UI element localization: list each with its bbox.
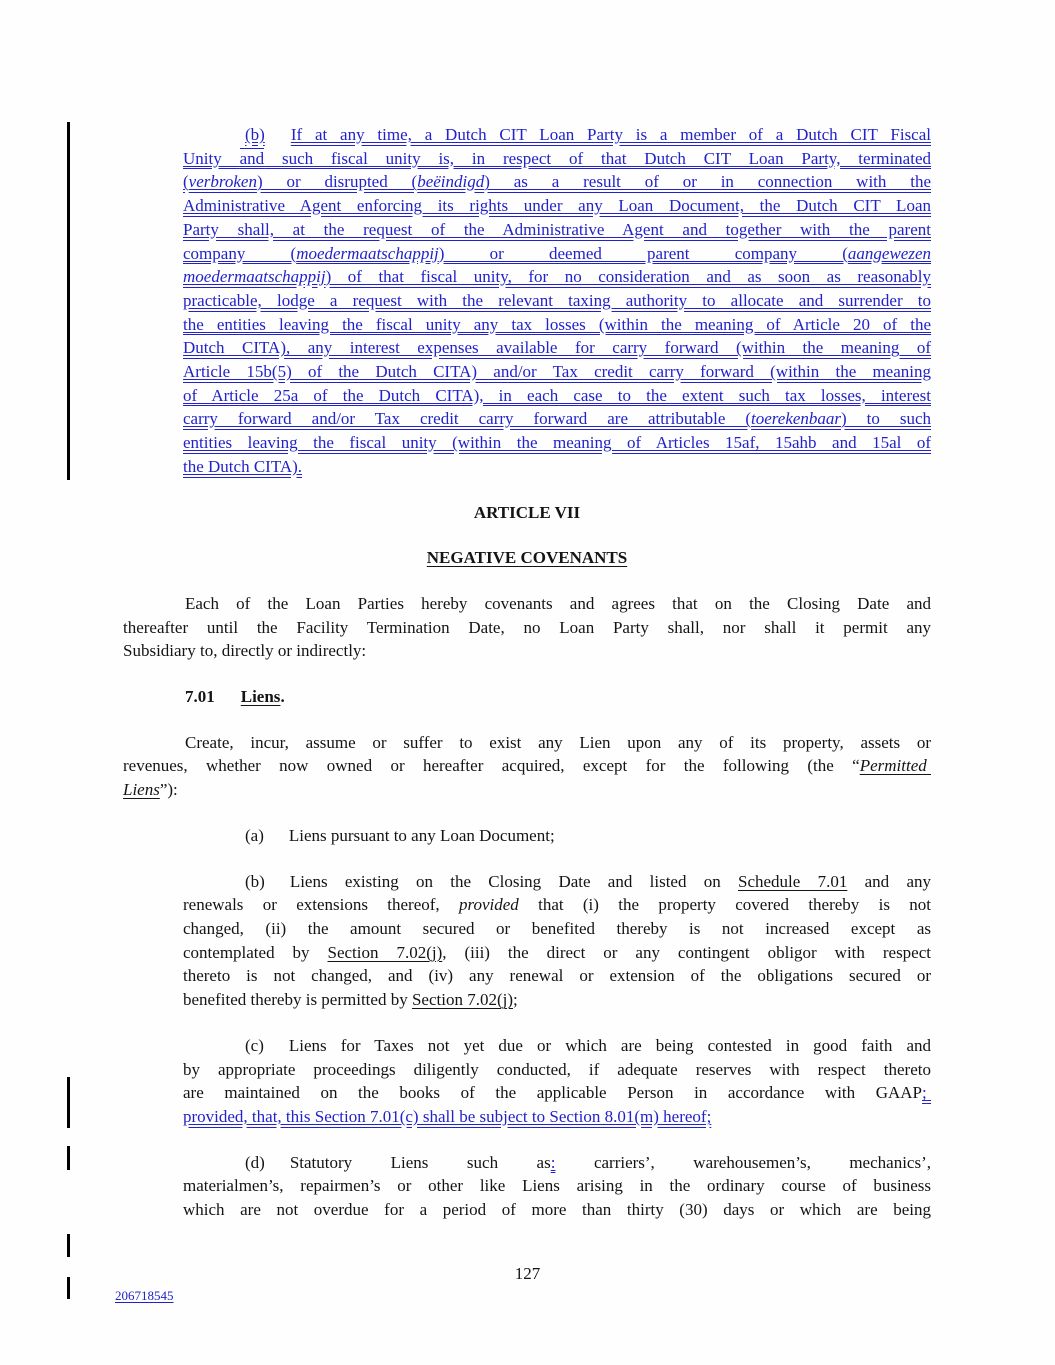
text-segment: (c)	[245, 1035, 264, 1055]
document-body	[123, 123, 931, 1244]
text-segment: practicable, lodge a request with the relevant taxing authority to allocate and surrender to	[183, 290, 931, 310]
text-segment: provided	[458, 895, 519, 915]
tab-spacer	[265, 1167, 290, 1168]
text-segment: contemplated by	[183, 942, 328, 962]
text-segment: moedermaatschappij	[296, 243, 439, 263]
text-line	[183, 265, 931, 289]
text-line	[123, 501, 931, 525]
text-line	[123, 546, 931, 570]
text-segment: provided, that, this Section 7.01(c) shall be subject to Section 8.01(m) hereof;	[183, 1106, 712, 1126]
tab-spacer	[183, 886, 245, 887]
text-segment: materialmen’s, repairmen’s or other like Liens arising in the ordinary course of business	[183, 1176, 931, 1196]
tab-spacer	[265, 886, 290, 887]
text-line	[183, 170, 931, 194]
text-segment: by appropriate proceedings diligently conducted, if adequate reserves with respect thereto	[183, 1059, 931, 1079]
text-segment: ARTICLE VII	[473, 502, 581, 522]
document-id-stamp: 206718545	[115, 1288, 174, 1303]
text-segment: that (i) the property covered thereby is not	[518, 895, 931, 915]
text-segment: ) to such	[841, 409, 932, 429]
change-bar	[67, 1277, 70, 1299]
text-line	[183, 147, 931, 171]
text-line	[183, 941, 931, 965]
text-segment: Unity	[183, 148, 240, 168]
text-segment: Liens pursuant to any Loan Document;	[288, 825, 555, 845]
text-line	[123, 592, 931, 616]
text-segment: toerekenbaar	[751, 409, 842, 429]
text-segment: Liens existing on the Closing Date and listed on	[289, 871, 739, 891]
tab-spacer	[123, 608, 185, 609]
text-segment: ) as a result of or in connection with the	[484, 172, 931, 192]
article-subheading	[123, 546, 931, 570]
text-line	[123, 639, 931, 663]
clause-d	[183, 1151, 931, 1222]
text-segment: If at any time, a Dutch CIT Loan Party is a member of a Dutch CIT Fiscal	[290, 125, 931, 144]
text-segment: ;	[513, 990, 518, 1010]
text-line	[123, 731, 931, 755]
text-line	[183, 313, 931, 337]
tab-spacer	[215, 701, 241, 702]
text-segment: verbroken	[188, 172, 257, 192]
text-line	[123, 778, 931, 802]
text-segment: Section 7.02(j)	[327, 942, 443, 962]
text-segment: ) or deemed parent company (	[438, 243, 848, 263]
text-segment: Administrative Agent enforcing its rights under any Loan Document, the Dutch CIT Loan	[183, 196, 931, 216]
text-segment: (b)	[245, 871, 265, 891]
tab-spacer	[123, 747, 185, 748]
text-segment: Section 7.02(j)	[411, 990, 513, 1010]
text-line	[183, 194, 931, 218]
tab-spacer	[123, 701, 185, 702]
text-segment: Party shall, at the request of the Administrative Agent and together with the parent	[183, 219, 931, 239]
text-segment: Statutory Liens such as	[289, 1152, 551, 1172]
text-segment: Subsidiary to, directly or indirectly:	[123, 641, 367, 661]
text-segment: thereto is not changed, and (iv) any renewal or extension of the obligations secured or	[183, 966, 931, 986]
text-segment: ;	[922, 1083, 927, 1103]
text-line	[183, 1034, 931, 1058]
text-segment: benefited thereby is permitted by	[183, 990, 412, 1010]
liens-lead-in-paragraph	[123, 731, 931, 802]
text-segment: Liens	[240, 687, 281, 707]
text-line	[183, 1081, 931, 1105]
text-segment: carriers’, warehousemen’s, mechanics’,	[555, 1152, 931, 1172]
text-segment: Schedule 7.01	[738, 871, 848, 891]
text-line	[123, 685, 931, 709]
text-segment: renewals or extensions thereof,	[183, 895, 459, 915]
text-segment: (d)	[245, 1152, 265, 1172]
text-segment: ) or disrupted (	[256, 172, 418, 192]
clause-b	[183, 870, 931, 1012]
text-segment: NEGATIVE COVENANTS	[426, 548, 628, 568]
text-segment: (b)	[245, 125, 265, 144]
clause-c	[183, 1034, 931, 1129]
text-segment: revenues, whether now owned or hereafter acquired, except for the following (the “	[123, 756, 860, 776]
change-bar	[67, 1146, 70, 1170]
text-line	[183, 431, 931, 455]
covenant-lead-in-paragraph	[123, 592, 931, 663]
page-number: 127	[514, 1264, 541, 1283]
text-segment: changed, (ii) the amount secured or benefited thereby is not increased except as	[183, 918, 931, 938]
inserted-clause-b-dutch-cit	[183, 123, 931, 479]
text-segment: Dutch CITA), any interest expenses available for carry forward (within the meaning of	[183, 338, 931, 358]
text-line	[183, 407, 931, 431]
text-segment: the entities leaving the fiscal unity any tax losses (within the meaning of Article 20 of the	[183, 314, 931, 334]
text-line	[183, 1174, 931, 1198]
text-line	[183, 1198, 931, 1222]
text-line	[183, 870, 931, 894]
text-segment: ) of that fiscal unity, for no consideration and as soon as reasonably	[325, 267, 931, 287]
text-segment: of Article 25a of the Dutch CITA), in each case to the extent such tax losses, interest	[183, 385, 931, 405]
text-line	[183, 964, 931, 988]
text-segment: the Dutch CITA).	[183, 456, 303, 476]
text-segment: Article 15b(5) of the Dutch CITA) and/or Tax credit carry forward (within the meaning	[183, 362, 931, 382]
text-segment: Each of the Loan Parties hereby covenants and agrees that on the Closing Date and	[185, 593, 931, 613]
text-line	[183, 1105, 931, 1129]
text-line	[183, 336, 931, 360]
tab-spacer	[183, 1050, 245, 1051]
text-segment: Permitted	[859, 756, 931, 776]
text-segment: :	[550, 1152, 556, 1172]
text-line	[183, 123, 931, 147]
text-segment: company (	[183, 243, 297, 263]
text-segment: .	[280, 687, 285, 707]
text-line	[183, 218, 931, 242]
text-line	[183, 1058, 931, 1082]
text-line	[183, 917, 931, 941]
tab-spacer	[183, 840, 245, 841]
tab-spacer	[264, 840, 289, 841]
text-segment: entities leaving the fiscal unity (within the meaning of Articles 15af, 15ahb and 15al of	[183, 433, 931, 453]
text-line	[183, 893, 931, 917]
tab-spacer	[264, 1050, 289, 1051]
text-segment: (a)	[245, 825, 264, 845]
section-7-01-heading	[123, 685, 931, 709]
text-line	[123, 754, 931, 778]
clause-a	[183, 824, 931, 848]
article-heading	[123, 501, 931, 525]
text-segment: 7.01	[185, 687, 215, 707]
text-line	[183, 824, 931, 848]
text-segment: moedermaatschappij	[183, 267, 326, 287]
text-segment: ”):	[159, 780, 178, 800]
tab-spacer	[265, 139, 291, 140]
text-line	[183, 289, 931, 313]
text-segment: which are not overdue for a period of more than thirty (30) days or which are being	[183, 1200, 931, 1220]
text-segment: beëindigd	[417, 172, 485, 192]
change-bar	[67, 1234, 70, 1257]
text-segment: Liens	[123, 780, 160, 800]
text-segment: carry forward and/or Tax credit carry forward are attributable (	[183, 409, 752, 429]
text-line	[183, 242, 931, 266]
text-line	[123, 616, 931, 640]
tab-spacer	[183, 1167, 245, 1168]
text-segment: (	[183, 172, 189, 192]
text-line	[183, 360, 931, 384]
text-segment: , (iii) the direct or any contingent obligor with respect	[442, 942, 931, 962]
text-line	[183, 988, 931, 1012]
text-segment: such fiscal unity is, in respect of that Dutch CIT Loan Party, terminated	[264, 148, 931, 168]
text-segment: are maintained on the books of the applicable Person in accordance with GAAP	[183, 1083, 923, 1103]
text-segment: Create, incur, assume or suffer to exist any Lien upon any of its property, assets or	[185, 732, 931, 752]
change-bar	[67, 122, 70, 480]
text-line	[183, 455, 931, 479]
text-segment	[927, 1083, 931, 1102]
text-line	[183, 384, 931, 408]
text-segment: and	[239, 148, 265, 168]
text-segment: Liens for Taxes not yet due or which are being contested in good faith and	[288, 1035, 931, 1055]
text-segment: aangewezen	[847, 243, 931, 263]
text-line	[183, 1151, 931, 1175]
tab-spacer	[183, 139, 245, 140]
text-segment: and any	[847, 871, 931, 891]
change-bar	[67, 1077, 70, 1128]
text-segment: thereafter until the Facility Termination Date, no Loan Party shall, nor shall it permit any	[123, 617, 931, 637]
